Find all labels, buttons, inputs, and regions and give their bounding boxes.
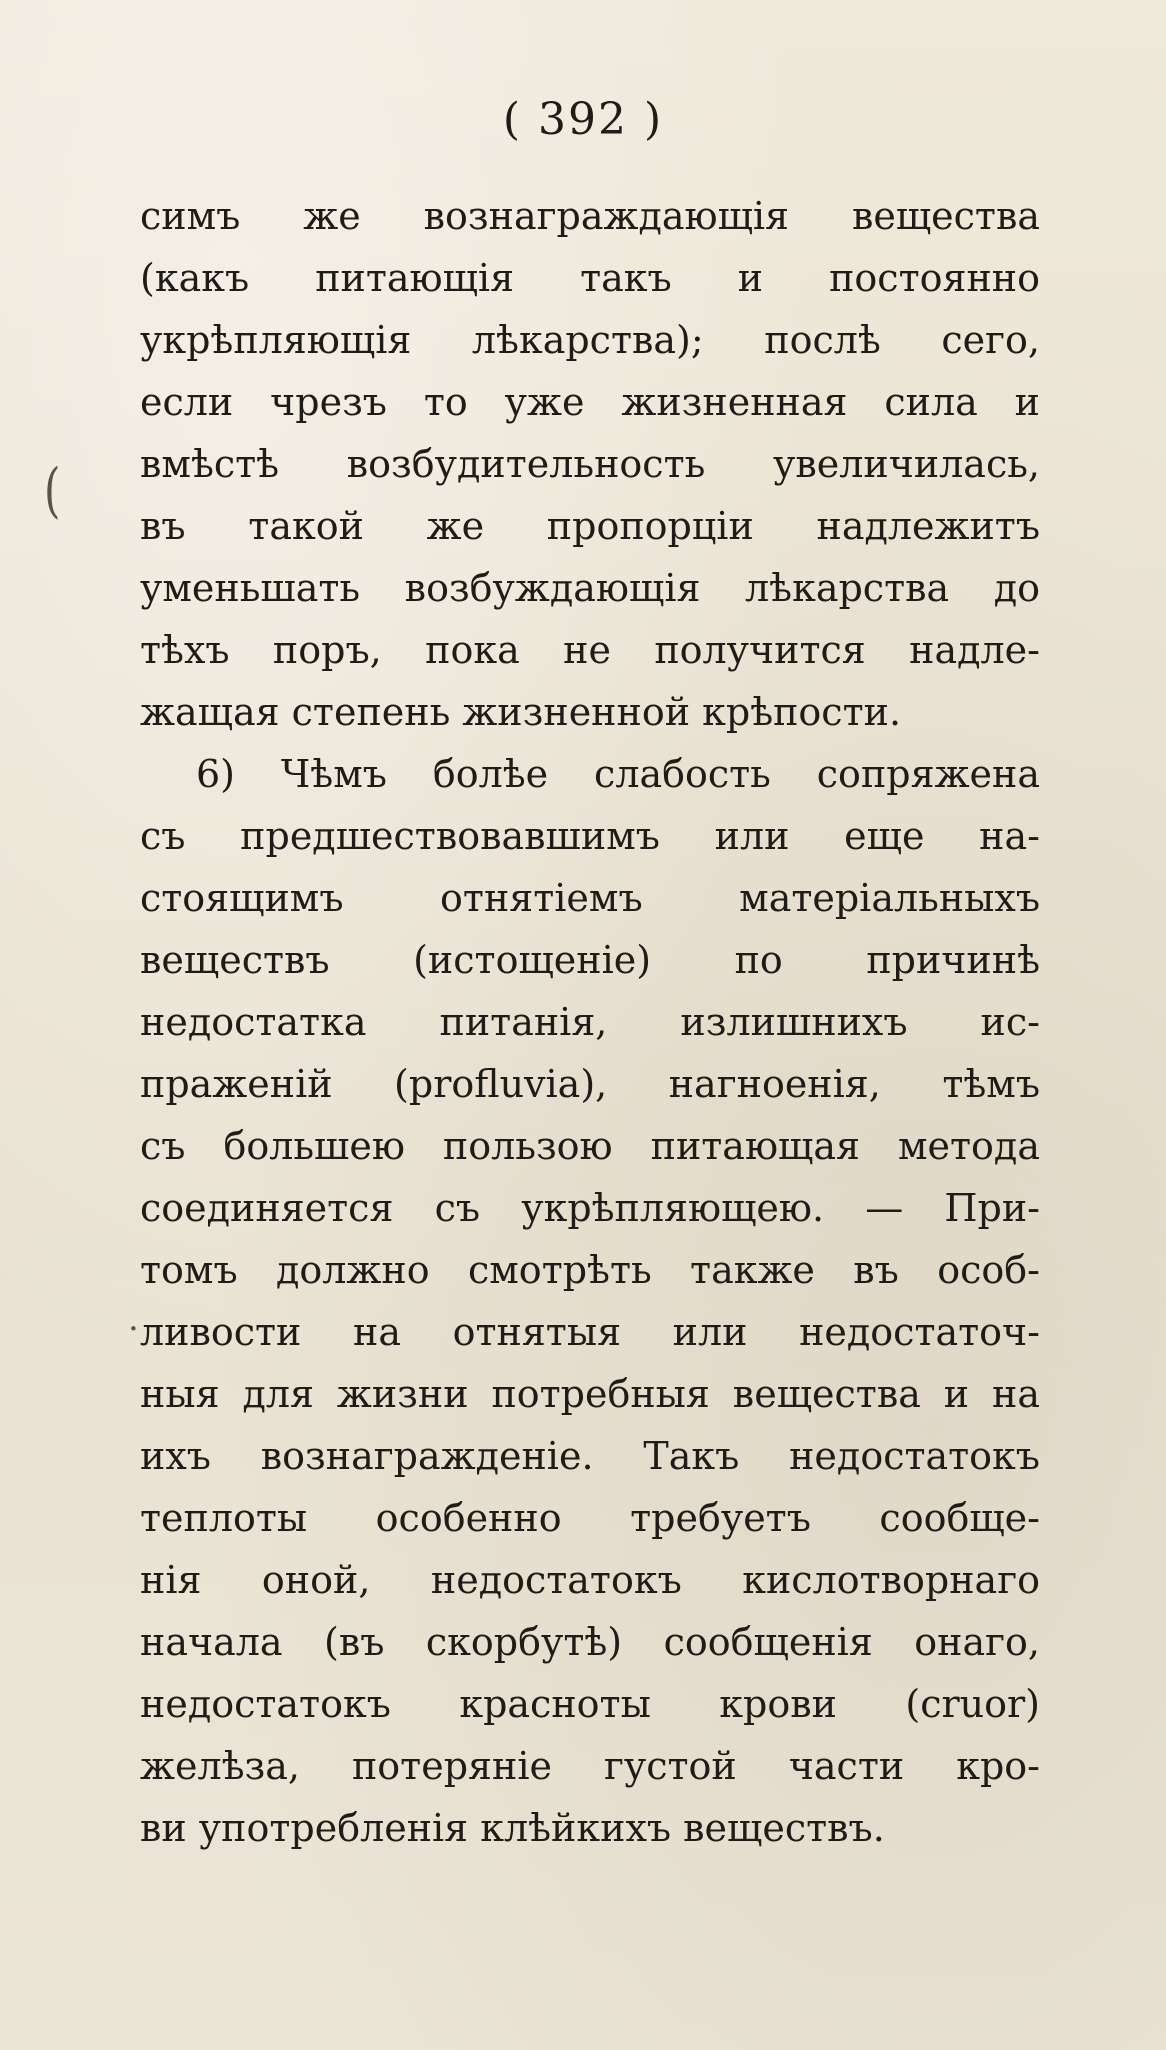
body-text: [140, 185, 1040, 1859]
text-line: (какъ питающія такъ и постоянно: [140, 256, 1040, 300]
text-line: начала (въ скорбутѣ) сообщенія онаго,: [140, 1620, 1040, 1664]
text-line: уменьшать возбуждающія лѣкарства до: [140, 566, 1040, 610]
text-line: праженій (profluvia), нагноенія, тѣмъ: [140, 1062, 1040, 1106]
text-line: укрѣпляющія лѣкарства); послѣ сего,: [140, 318, 1040, 362]
text-line: тѣхъ поръ, пока не получится надле-: [140, 628, 1040, 672]
text-line: ныя для жизни потребныя вещества и на: [140, 1372, 1040, 1416]
text-line: вмѣстѣ возбудительность увеличилась,: [140, 442, 1040, 486]
text-line: недостатокъ красноты крови (cruor): [140, 1682, 1040, 1726]
margin-dot-mark: .: [128, 1299, 139, 1339]
margin-parenthesis-mark: (: [44, 456, 61, 525]
text-line: теплоты особенно требуетъ сообще-: [140, 1496, 1040, 1540]
text-line: жащая степень жизненной крѣпости.: [140, 690, 902, 734]
text-line: ви употребленія клѣйкихъ веществъ.: [140, 1806, 885, 1850]
text-line: если чрезъ то уже жизненная сила и: [140, 380, 1040, 424]
text-line: ливости на отнятыя или недостаточ-: [140, 1310, 1040, 1354]
text-line: томъ должно смотрѣть также въ особ-: [140, 1248, 1040, 1292]
text-line: ихъ вознагражденіе. Такъ недостатокъ: [140, 1434, 1040, 1478]
text-line: 6) Чѣмъ болѣе слабость сопряжена: [196, 752, 1040, 796]
text-line: стоящимъ отнятіемъ матеріальныхъ: [140, 876, 1040, 920]
text-line: недостатка питанія, излишнихъ ис-: [140, 1000, 1040, 1044]
text-line: съ большею пользою питающая метода: [140, 1124, 1040, 1168]
text-line: веществъ (истощеніе) по причинѣ: [140, 938, 1040, 982]
text-line: желѣза, потеряніе густой части кро-: [140, 1744, 1040, 1788]
text-line: нія оной, недостатокъ кислотворнаго: [140, 1558, 1040, 1602]
text-line: симъ же вознаграждающія вещества: [140, 194, 1040, 238]
text-line: съ предшествовавшимъ или еще на-: [140, 814, 1040, 858]
text-line: въ такой же пропорціи надлежитъ: [140, 504, 1040, 548]
text-line: соединяется съ укрѣпляющею. — При-: [140, 1186, 1040, 1230]
page-number: ( 392 ): [502, 94, 664, 145]
